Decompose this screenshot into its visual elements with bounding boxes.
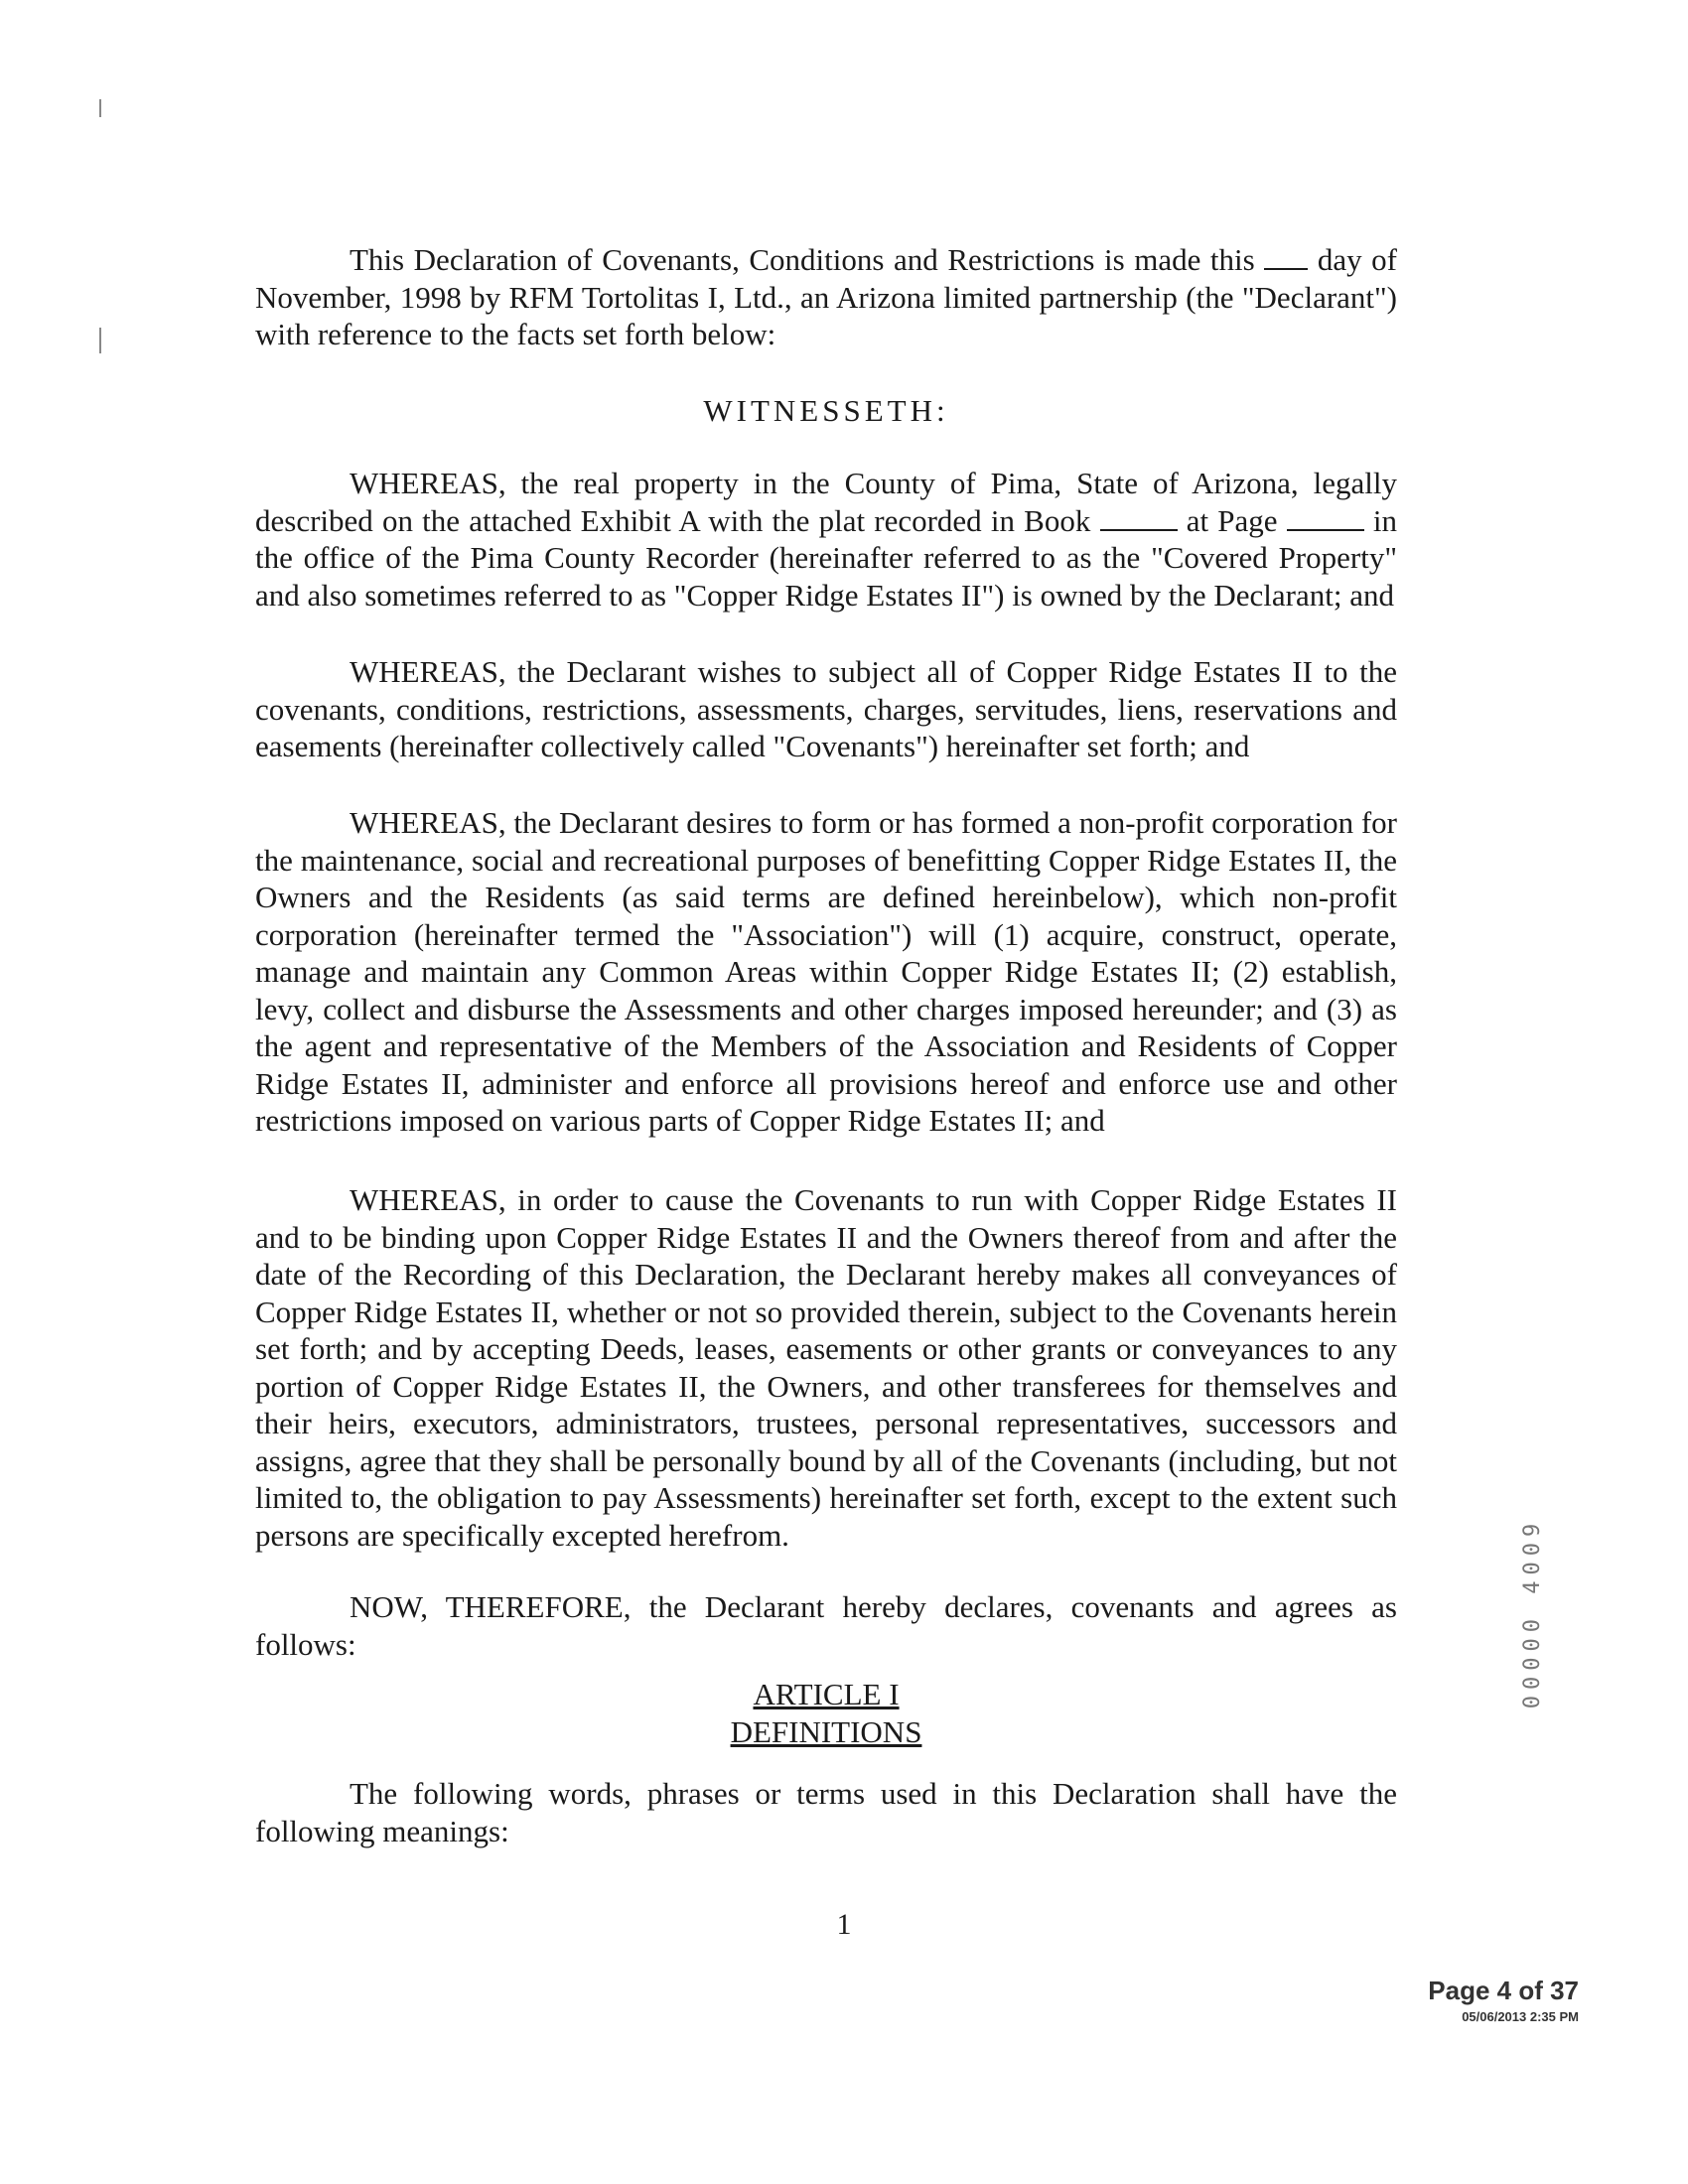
day-blank (1264, 244, 1308, 270)
whereas-paragraph-4: WHEREAS, in order to cause the Covenants to run with Copper Ridge Estates II and to be binding upon Copper Ridge Estates II and the Owners thereof from and after the date of the Recording of this Declaration, the Declarant hereby makes all conveyances of Copper Ridge Estates II, whether or not so provided therein, subject to the Covenants herein set forth; and by accepting Deeds, leases, easements or other grants or conveyances to any portion of Copper Ridge Estates II, the Owners, and other transferees for themselves and their heirs, executors, administrators, trustees, personal representatives, successors and assigns, agree that they shall be personally bound by all of the Covenants (including, but not limited to, the obligation to pay Assessments) hereinafter set forth, except to the extent such persons are specifically excepted herefrom. (255, 1182, 1397, 1553)
scan-artifact (99, 99, 101, 117)
recording-stamp (1514, 1449, 1564, 1777)
intro-paragraph (255, 241, 1397, 353)
article-title: DEFINITIONS (730, 1713, 922, 1749)
whereas-paragraph-1 (255, 465, 1397, 614)
whereas-paragraph-3: WHEREAS, the Declarant desires to form or has formed a non-profit corporation for the maintenance, social and recreational purposes of benefitting Copper Ridge Estates II, the Owners and the Residents (as said terms are defined hereinbelow), which non-profit corporation (hereinafter termed the "Association") will (1) acquire, construct, operate, manage and maintain any Common Areas within Copper Ridge Estates II; (2) establish, levy, collect and disburse the Assessments and other charges imposed hereunder; and (3) as the agent and representative of the Members of the Association and Residents of Copper Ridge Estates II, administer and enforce all provisions hereof and enforce use and other restrictions imposed on various parts of Copper Ridge Estates II; and (255, 805, 1397, 1138)
recording-stamp-text: 00000 4009 (1520, 1517, 1545, 1709)
intro-text-end: day of November, 1998 by RFM Tortolitas I, Ltd., an Arizona limited partnership (the "Declarant") with reference to the facts set forth below: (255, 242, 1397, 351)
article-heading (255, 1676, 1397, 1750)
definitions-intro-paragraph: The following words, phrases or terms used in this Declaration shall have the following meanings: (255, 1776, 1397, 1848)
scan-artifact (99, 328, 101, 353)
article-number: ARTICLE I (753, 1677, 900, 1711)
page-blank (1287, 505, 1364, 531)
whereas-1-text-c: in the office of the Pima County Recorder (hereinafter referred to as the "Covered Property" and also sometimes referred to as "Copper Ridge Estates II") is owned by the Declarant; and (255, 502, 1397, 613)
page-number: 1 (836, 1908, 852, 1941)
whereas-1-text-a: WHEREAS, the real property in the County of Pima, State of Arizona, legally described on the attached Exhibit A with the plat recorded in Book (255, 466, 1397, 538)
witnesseth-heading: WITNESSETH: (703, 393, 949, 428)
whereas-paragraph-2: WHEREAS, the Declarant wishes to subject all of Copper Ridge Estates II to the covenants, conditions, restrictions, assessments, charges, servitudes, liens, reservations and easements (hereinafter collectively called "Covenants") hereinafter set forth; and (255, 654, 1397, 763)
now-therefore-paragraph: NOW, THEREFORE, the Declarant hereby declares, covenants and agrees as follows: (255, 1589, 1397, 1662)
footer-page-indicator: Page 4 of 37 (1428, 1976, 1579, 2005)
book-blank (1100, 505, 1178, 531)
intro-text-start: This Declaration of Covenants, Conditions and Restrictions is made this (350, 242, 1265, 277)
whereas-1-text-b: at Page (1177, 502, 1287, 538)
footer-timestamp: 05/06/2013 2:35 PM (1462, 2009, 1579, 2024)
